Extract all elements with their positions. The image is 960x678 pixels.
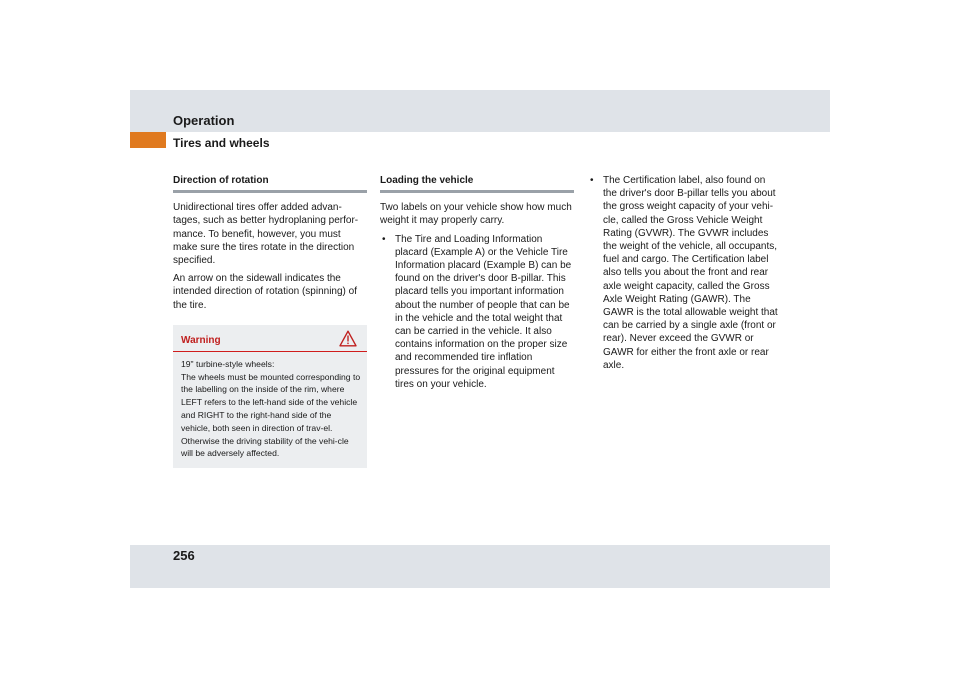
warning-text xyxy=(173,352,367,460)
warning-box xyxy=(173,325,367,468)
warning-line: 19" turbine-style wheels: xyxy=(181,358,275,369)
section-accent-bar xyxy=(130,132,166,148)
warning-triangle-icon xyxy=(339,330,357,347)
warning-line: The wheels must be mounted corresponding to the labelling on the inside of the rim, where LEFT refers to the left-hand side of the vehicle and RIGHT to the right-hand side of the vehicle, both seen in direction of trav-el. Otherwise the driving stability of the vehi-cle will be adversely affected. xyxy=(181,371,361,459)
bullet-icon: • xyxy=(590,175,594,186)
column-loading-the-vehicle xyxy=(380,174,574,396)
paragraph: An arrow on the sidewall indicates the intended direction of rotation (spinning) of the tire. xyxy=(173,273,358,311)
bullet-item xyxy=(588,174,778,372)
heading-direction-of-rotation: Direction of rotation xyxy=(173,174,367,193)
bullet-item xyxy=(380,233,574,391)
bullet-text: The Certification label, also found on the driver's door B-pillar tells you about the gross weight capacity of your vehi-cle, called the Gross Vehicle Weight Rating (GVWR). The GVWR includes the weight of the vehicle, all occupants, fuel and cargo. The Certification label also tells you about the front and rear axle weight capacity, called the Gross Axle Weight Rating (GAWR). The GAWR is the total allowable weight that can be carried by a single axle (front or rear). Never exceed the GVWR or GAWR for either the front axle or rear axle. xyxy=(603,175,778,371)
column-direction-of-rotation xyxy=(173,174,367,468)
heading-loading-the-vehicle: Loading the vehicle xyxy=(380,174,574,193)
paragraph: Two labels on your vehicle show how much weight it may properly carry. xyxy=(380,202,572,227)
warning-header xyxy=(173,325,367,352)
subsection-title: Tires and wheels xyxy=(173,136,270,150)
header-band xyxy=(130,90,830,132)
column-certification-label xyxy=(588,174,778,377)
paragraph: Unidirectional tires offer added advan-tages, such as better hydroplaning perfor-mance. To benefit, however, you must make sure the tires rotate in the direction specified. xyxy=(173,202,359,267)
bullet-icon: • xyxy=(382,233,386,245)
bullet-text: The Tire and Loading Information placard (Example A) or the Vehicle Tire Information placard (Example B) can be found on the driver's door B-pillar. This placard tells you important information about the number of people that can be in the vehicle and the total weight that can be carried in the vehicle. It also contains information on the proper size and recommended tire inflation pressures for the original equipment tires on your vehicle. xyxy=(395,233,572,390)
warning-label: Warning xyxy=(181,334,221,346)
section-title: Operation xyxy=(173,113,235,128)
page-number: 256 xyxy=(173,548,195,563)
footer-band xyxy=(130,545,830,588)
